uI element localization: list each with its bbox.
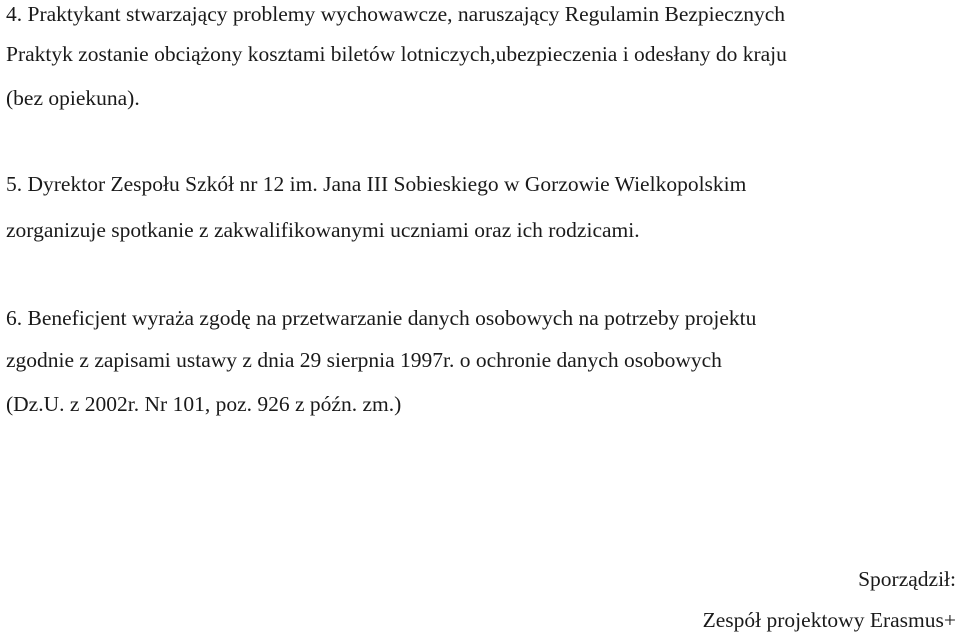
signature-label: Sporządził: <box>858 567 956 591</box>
paragraph-4-line-3: (bez opiekuna). <box>6 86 140 110</box>
paragraph-6-line-1: 6. Beneficjent wyraża zgodę na przetwarzanie danych osobowych na potrzeby projektu <box>6 306 757 330</box>
paragraph-4-line-1: 4. Praktykant stwarzający problemy wychowawcze, naruszający Regulamin Bezpiecznych <box>6 2 786 26</box>
paragraph-6-line-2: zgodnie z zapisami ustawy z dnia 29 sierpnia 1997r. o ochronie danych osobowych <box>6 348 722 372</box>
paragraph-6-line-3: (Dz.U. z 2002r. Nr 101, poz. 926 z późn. zm.) <box>6 392 402 416</box>
paragraph-4-line-2: Praktyk zostanie obciążony kosztami biletów lotniczych,ubezpieczenia i odesłany do kraju <box>6 42 787 66</box>
paragraph-5-line-2: zorganizuje spotkanie z zakwalifikowanymi uczniami oraz ich rodzicami. <box>6 218 640 242</box>
paragraph-5-line-1: 5. Dyrektor Zespołu Szkół nr 12 im. Jana III Sobieskiego w Gorzowie Wielkopolskim <box>6 172 747 196</box>
signature-name: Zespół projektowy Erasmus+ <box>702 608 956 632</box>
